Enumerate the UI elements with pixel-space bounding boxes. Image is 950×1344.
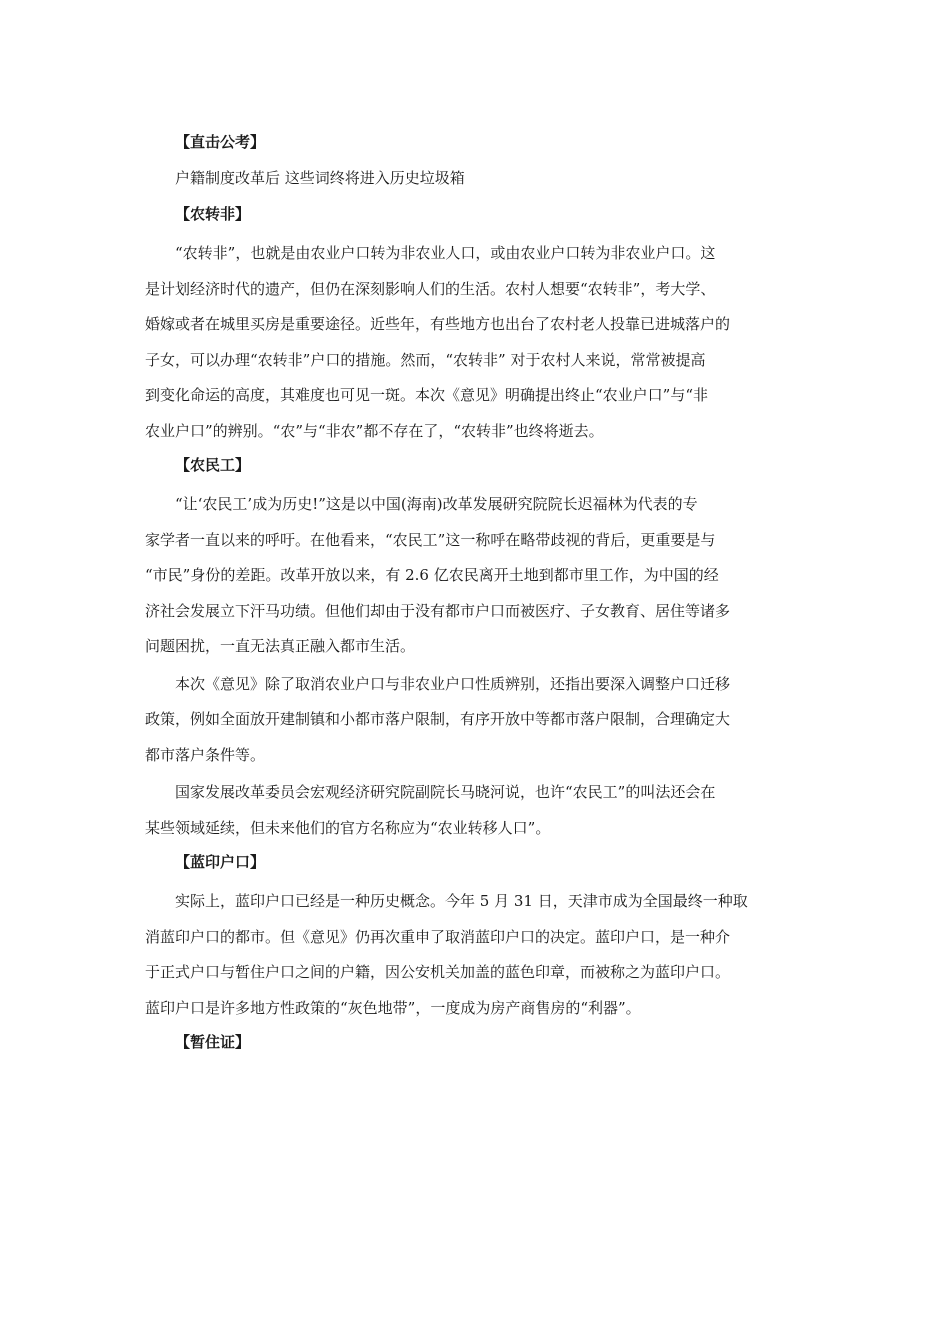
paragraph-nongmingong-2 xyxy=(145,667,809,774)
text-line: 政策，例如全面放开建制镇和小都市落户限制，有序开放中等都市落户限制，合理确定大 xyxy=(145,710,731,728)
paragraph-nongzhuanfei xyxy=(145,236,809,449)
text-line: 农业户口”的辨别。“农”与“非农”都不存在了，“农转非”也终将逝去。 xyxy=(145,421,604,440)
paragraph-lanyin-hukou xyxy=(145,884,809,1026)
text-line: 问题困扰，一直无法真正融入都市生活。 xyxy=(145,637,416,655)
section-heading-zhiji-gongkao: 【直击公考】 xyxy=(175,133,266,151)
section-heading-lanyin-hukou: 【蓝印户口】 xyxy=(175,853,266,871)
text-line: 本次《意见》除了取消农业户口与非农业户口性质辨别，还指出要深入调整户口迁移 xyxy=(175,674,731,693)
section-heading-nongzhuanfei: 【农转非】 xyxy=(175,205,251,223)
document-page xyxy=(145,128,809,1064)
text-line: “农转非”，也就是由农业户口转为非农业人口，或由农业户口转为非农业户口。这 xyxy=(175,244,716,262)
text-line: 某些领域延续，但未来他们的官方名称应为“农业转移人口”。 xyxy=(145,818,551,837)
text-line: 实际上，蓝印户口已经是一种历史概念。今年 5 月 31 日，天津市成为全国最终一种取 xyxy=(175,892,748,910)
article-title: 户籍制度改革后 这些词终将进入历史垃圾箱 xyxy=(175,169,465,187)
paragraph-nongmingong-1 xyxy=(145,487,809,665)
text-line: 子女，可以办理“农转非”户口的措施。然而，“农转非” 对于农村人来说，常常被提高 xyxy=(145,350,706,369)
text-line: 家学者一直以来的呼吁。在他看来，“农民工”这一称呼在略带歧视的背后，更重要是与 xyxy=(145,530,716,549)
text-line: 到变化命运的高度，其难度也可见一斑。本次《意见》明确提出终止“农业户口”与“非 xyxy=(145,386,709,404)
text-line: 都市落户条件等。 xyxy=(145,745,266,764)
text-line: 于正式户口与暂住户口之间的户籍，因公安机关加盖的蓝色印章，而被称之为蓝印户口。 xyxy=(145,963,731,981)
text-line: 婚嫁或者在城里买房是重要途径。近些年，有些地方也出台了农村老人投靠已进城落户的 xyxy=(145,315,731,333)
text-line: “市民”身份的差距。改革开放以来，有 2.6 亿农民离开土地到都市里工作，为中国的经 xyxy=(145,566,719,584)
text-line: 国家发展改革委员会宏观经济研究院副院长马晓河说，也许“农民工”的叫法还会在 xyxy=(175,783,716,801)
text-line: “让‘农民工’成为历史!”这是以中国(海南)改革发展研究院院长迟福林为代表的专 xyxy=(175,495,698,513)
paragraph-nongmingong-3 xyxy=(145,775,809,846)
section-heading-nongmingong: 【农民工】 xyxy=(175,456,251,474)
section-heading-zanzhuzheng: 【暂住证】 xyxy=(175,1033,251,1051)
text-line: 蓝印户口是许多地方性政策的“灰色地带”，一度成为房产商售房的“利器”。 xyxy=(145,998,641,1017)
text-line: 消蓝印户口的都市。但《意见》仍再次重申了取消蓝印户口的决定。蓝印户口，是一种介 xyxy=(145,927,731,946)
text-line: 是计划经济时代的遗产，但仍在深刻影响人们的生活。农村人想要“农转非”，考大学、 xyxy=(145,279,716,298)
text-line: 济社会发展立下汗马功绩。但他们却由于没有都市户口而被医疗、子女教育、居住等诸多 xyxy=(145,601,731,620)
